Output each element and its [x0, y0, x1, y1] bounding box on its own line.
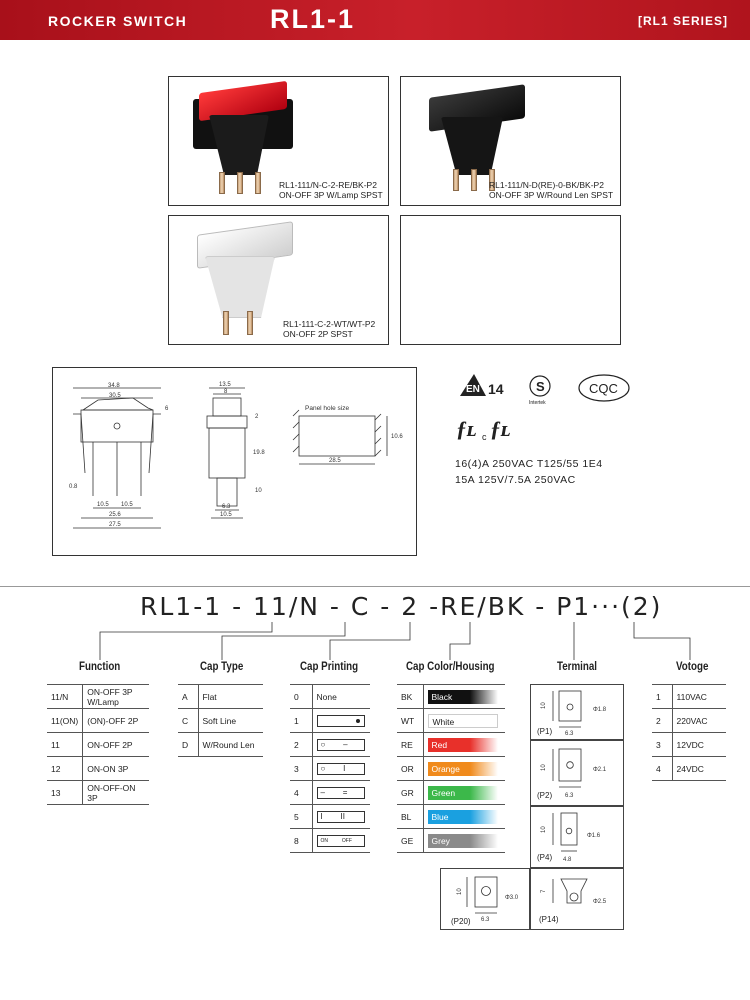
terminal-label: (P20)	[451, 917, 471, 926]
product-card-1	[168, 76, 389, 206]
print-on-off-icon: ON OFF	[317, 835, 365, 847]
table-row: A Flat	[178, 685, 263, 709]
dim-label: 10.5	[121, 502, 133, 508]
table-row: C Soft Line	[178, 709, 263, 733]
enec-number: 14	[488, 381, 504, 397]
product-desc: ON-OFF 3P W/Lamp SPST	[279, 190, 383, 200]
dim-label: 27.5	[109, 522, 121, 528]
dim-label: 10.5	[97, 502, 109, 508]
terminal-label: (P1)	[537, 727, 553, 736]
panel-hole-label: Panel hole size	[305, 405, 350, 412]
terminal-label: (P14)	[539, 915, 559, 924]
switch-housing	[205, 256, 275, 318]
terminal-title: Terminal	[557, 661, 598, 673]
svg-text:Φ1.8: Φ1.8	[593, 707, 607, 713]
intertek-text: Intertek	[529, 400, 546, 406]
voltage-title: Votoge	[676, 661, 709, 673]
svg-text:ƒʟ: ƒʟ	[456, 416, 477, 441]
dim-label: 13.5	[219, 382, 231, 388]
enec-logo-icon	[460, 374, 504, 397]
svg-text:4.8: 4.8	[563, 857, 572, 863]
dim-label: 30.5	[109, 393, 121, 399]
product-code: RL1-111/N-C-2-RE/BK-P2	[279, 180, 377, 190]
print-dash-eq-icon: – =	[317, 787, 365, 799]
product-caption	[489, 180, 613, 200]
banner-model: RL1-1	[270, 4, 356, 34]
table-row: 2 ○ –	[290, 733, 370, 757]
color-swatch: White	[428, 714, 498, 728]
print-i-ii-icon: I II	[317, 811, 365, 823]
svg-text:c: c	[482, 432, 487, 442]
switch-housing	[209, 115, 269, 175]
table-row: RE Red	[397, 733, 505, 757]
svg-text:S: S	[536, 379, 545, 394]
cap-color-title: Cap Color/Housing	[406, 661, 495, 673]
cap-type-title: Cap Type	[200, 661, 244, 673]
product-desc: ON-OFF 3P W/Round Len SPST	[489, 190, 614, 200]
dim-label: 0.8	[69, 484, 78, 490]
print-dot-icon	[317, 715, 365, 727]
cert-logos	[452, 368, 652, 442]
cap-type-table	[178, 684, 263, 757]
product-desc: ON-OFF 2P SPST	[283, 329, 353, 339]
table-row: 3 ○ I	[290, 757, 370, 781]
section-divider	[0, 586, 750, 587]
table-row: 2 220VAC	[652, 709, 726, 733]
color-swatch: Black	[428, 690, 498, 704]
table-row: 13 ON-OFF-ON 3P	[47, 781, 149, 805]
svg-text:7: 7	[541, 889, 547, 893]
table-row: 3 12VDC	[652, 733, 726, 757]
svg-text:10: 10	[541, 702, 547, 709]
terminal-p4	[530, 806, 624, 868]
svg-text:Φ3.0: Φ3.0	[505, 895, 519, 901]
dim-label: 10.6	[391, 434, 403, 440]
product-card-3	[168, 215, 389, 345]
function-title: Function	[79, 661, 121, 673]
table-row: 1 110VAC	[652, 685, 726, 709]
empty-product-card	[400, 215, 621, 345]
dim-label: 28.5	[329, 458, 341, 464]
table-row: 11(ON) (ON)-OFF 2P	[47, 709, 149, 733]
dim-label: 2	[255, 414, 259, 420]
terminal-label: (P2)	[537, 791, 553, 800]
cap-printing-table	[290, 684, 370, 853]
cqc-text: CQC	[589, 381, 618, 396]
table-row: 5 I II	[290, 805, 370, 829]
function-table	[47, 684, 149, 805]
dim-label: 19.8	[253, 450, 265, 456]
terminal-p1	[530, 684, 624, 740]
dim-label: 10.5	[220, 512, 232, 518]
table-row: 1	[290, 709, 370, 733]
color-swatch: Red	[428, 738, 498, 752]
terminal-label: (P4)	[537, 853, 553, 862]
dim-label: 6.3	[222, 504, 231, 510]
intertek-logo-icon	[529, 376, 550, 406]
header-banner	[0, 0, 750, 40]
table-row: GR Green	[397, 781, 505, 805]
svg-text:10: 10	[457, 888, 463, 895]
terminal-p2	[530, 740, 624, 806]
dim-label: 34.8	[108, 383, 120, 389]
color-swatch: Orange	[428, 762, 498, 776]
voltage-table	[652, 684, 726, 781]
cap-printing-title: Cap Printing	[300, 661, 359, 673]
dim-label: 8	[224, 389, 228, 395]
svg-text:10: 10	[541, 764, 547, 771]
table-row: WT White	[397, 709, 505, 733]
code-connector-lines	[0, 620, 750, 665]
print-o-dash-icon: ○ –	[317, 739, 365, 751]
table-row: 4 – =	[290, 781, 370, 805]
table-row: GE Grey	[397, 829, 505, 853]
svg-text:Φ1.6: Φ1.6	[587, 833, 601, 839]
banner-series: [RL1 SERIES]	[637, 14, 728, 28]
svg-text:10: 10	[541, 826, 547, 833]
terminal-p20	[440, 868, 530, 930]
table-row: BK Black	[397, 685, 505, 709]
banner-category: ROCKER SWITCH	[48, 13, 188, 29]
technical-drawing	[52, 367, 417, 556]
svg-text:EN: EN	[466, 384, 480, 395]
order-code: RL1-1 - 11/N - C - 2 -RE/BK - P1···(2)	[140, 592, 663, 621]
dimension-drawing	[53, 368, 418, 557]
table-row: 11/N ON-OFF 3P W/Lamp	[47, 685, 149, 709]
svg-text:6.3: 6.3	[565, 793, 574, 799]
svg-text:ƒʟ: ƒʟ	[490, 416, 511, 441]
svg-text:6.3: 6.3	[565, 731, 574, 737]
dim-label: 6	[165, 406, 169, 412]
rating-line-2: 15A 125V/7.5A 250VAC	[455, 474, 576, 486]
rating-line-1: 16(4)A 250VAC T125/55 1E4	[455, 458, 603, 470]
svg-text:Φ2.5: Φ2.5	[593, 899, 607, 905]
table-row: 0 None	[290, 685, 370, 709]
color-swatch: Grey	[428, 834, 498, 848]
product-caption	[283, 319, 375, 339]
print-o-i-icon: ○ I	[317, 763, 365, 775]
dim-label: 25.6	[109, 512, 121, 518]
svg-text:Φ2.1: Φ2.1	[593, 767, 607, 773]
product-caption	[279, 180, 383, 200]
table-row: 12 ON-ON 3P	[47, 757, 149, 781]
terminal-p14	[530, 868, 624, 930]
color-swatch: Blue	[428, 810, 498, 824]
table-row: BL Blue	[397, 805, 505, 829]
table-row: 8 ON OFF	[290, 829, 370, 853]
product-code: RL1-111/N-D(RE)-0-BK/BK-P2	[489, 180, 604, 190]
table-row: OR Orange	[397, 757, 505, 781]
table-row: D W/Round Len	[178, 733, 263, 757]
svg-text:6.3: 6.3	[481, 917, 490, 923]
switch-housing	[441, 117, 503, 175]
cap-color-table	[397, 684, 505, 853]
table-row: 4 24VDC	[652, 757, 726, 781]
cqc-logo-icon	[579, 375, 629, 401]
product-code: RL1-111-C-2-WT/WT-P2	[283, 319, 376, 329]
dim-label: 10	[255, 488, 262, 494]
color-swatch: Green	[428, 786, 498, 800]
ul-logo-icon	[456, 416, 510, 442]
table-row: 11 ON-OFF 2P	[47, 733, 149, 757]
product-card-2	[400, 76, 621, 206]
